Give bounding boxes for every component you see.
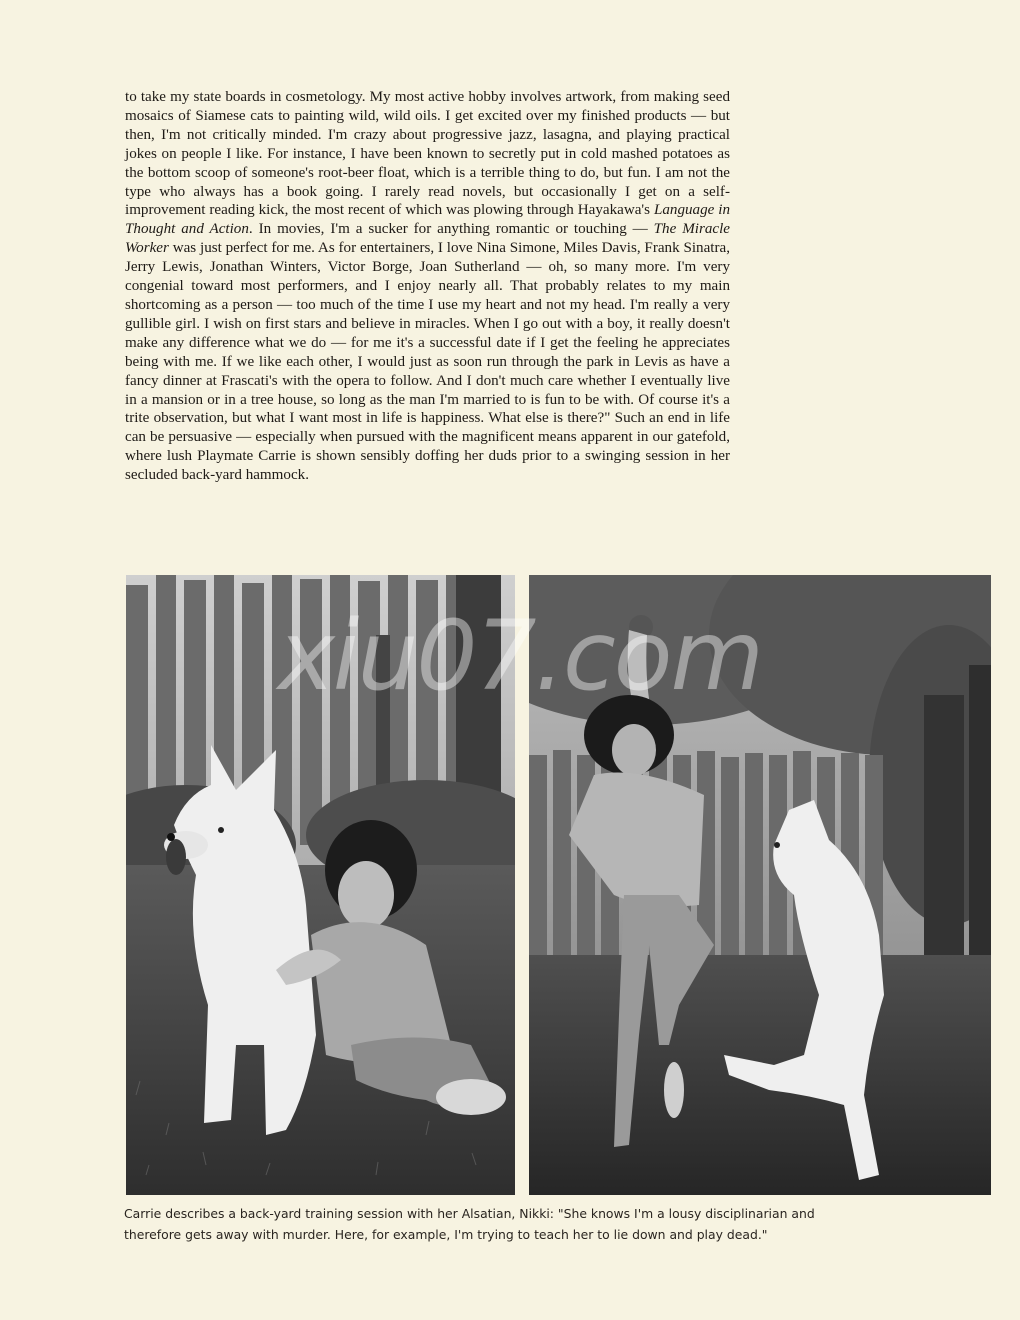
watermark: xiu07.com	[277, 600, 763, 712]
photo-woman-with-dog	[126, 575, 515, 1195]
article-paragraph	[125, 88, 730, 485]
text-segment: . In movies, I'm a sucker for anything romantic or touching —	[248, 221, 654, 238]
photo-caption: Carrie describes a back-yard training session with her Alsatian, Nikki: "She knows I'm a lousy disciplinarian and therefore gets away with murder. Here, for example, I'm trying to teach her to lie down and play dead."	[124, 1206, 815, 1242]
article-body-text	[125, 88, 730, 485]
text-segment: was just perfect for me. As for entertainers, I love Nina Simone, Miles Davis, Frank Sinatra, Jerry Lewis, Jonathan Winters, Victor Borge, Joan Sutherland — oh, so many more. I'm very congenial toward most performers, and I enjoy nearly all. That probably relates to my main shortcoming as a person — too much of the time I use my heart and not my head. I'm really a very gullible girl. I wish on first stars and believe in miracles. When I go out with a boy, it really doesn't make any difference what we do — for me it's a successful date if I get the feeling he appreciates being with me. If we like each other, I would just as soon run through the park in Levis as have a fancy dinner at Frascati's with the opera to follow. And I don't much care whether I eventually live in a mansion or in a tree house, so long as the man I'm married to is fun to be with. Of course it's a trite observation, but what I want most in life is happiness. What else is there?" Such an end in life can be persuasive — especially when pursued with the magnificent means apparent in our gatefold, where lush Playmate Carrie is shown sensibly doffing her duds prior to a swinging session in her secluded back-yard hammock.	[125, 240, 730, 484]
movie-title: The Miracle Worker	[125, 221, 730, 257]
photo-training-session	[529, 575, 991, 1195]
text-segment: to take my state boards in cosmetology. My most active hobby involves artwork, from making seed mosaics of Siamese cats to painting wild, wild oils. I get excited over my finished products — but then, I'm not critically minded. I'm crazy about progressive jazz, lasagna, and playing practical jokes on people I like. For instance, I have been known to secretly put in cold mashed potatoes as the bottom scoop of someone's root-beer float, which is a terrible thing to do, but fun. I am not the type who always has a book going. I rarely read novels, but occasionally I get on a self-improvement reading kick, the most recent of which was plowing through Hayakawa's	[125, 89, 730, 219]
book-title: Language in Thought and Action	[125, 202, 730, 238]
